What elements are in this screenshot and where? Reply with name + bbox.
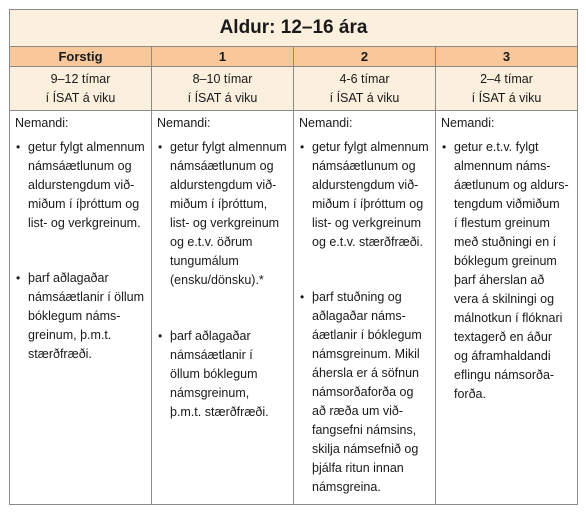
text-line: málnotkun í flóknari: [454, 311, 563, 325]
text-line: fangsefni námsins,: [312, 423, 417, 437]
table-title: Aldur: 12–16 ára: [10, 10, 577, 47]
text-line: list- og verkgreinum: [312, 216, 422, 230]
hours-cell-3: [436, 67, 577, 110]
text-line: þarf áherslan að: [454, 273, 545, 287]
level-header-row: [10, 47, 577, 67]
bullet-item: [158, 138, 288, 290]
text-line: þarf aðlagaðar: [28, 271, 109, 285]
description-cell-forstig: [10, 111, 152, 504]
hours-cell-forstig: [10, 67, 152, 110]
text-line: almennum náms-: [454, 159, 551, 173]
text-line: áætlunum og aldurs-: [454, 178, 569, 192]
header-level-1: 1: [152, 47, 294, 66]
text-line: skilja námsefnið og: [312, 442, 419, 456]
text-line: eflingu námsorða-: [454, 368, 555, 382]
text-line: þarf stuðning og: [312, 290, 402, 304]
text-line: námsáætlanir í öllum: [28, 290, 145, 304]
text-line: þ.m.t. stærðfræði.: [170, 405, 269, 419]
bullet-item: [16, 269, 146, 364]
text-line: þarf aðlagaðar: [170, 329, 251, 343]
bullet-item: [300, 288, 430, 497]
text-line: námsáætlunum og: [170, 159, 274, 173]
level-table: [9, 9, 578, 505]
student-label: Nemandi:: [157, 116, 211, 130]
hours-amount: 2–4 tímar: [480, 71, 533, 86]
text-line: getur fylgt almennum: [170, 140, 287, 154]
text-line: og e.t.v. stærðfræði.: [312, 235, 423, 249]
hours-amount: 8–10 tímar: [192, 71, 253, 86]
hours-unit: í ÍSAT á viku: [187, 90, 258, 105]
description-cell-2: [294, 111, 436, 504]
description-row: [10, 111, 577, 504]
text-line: miðum í íþróttum og: [312, 197, 424, 211]
description-cell-3: [436, 111, 577, 504]
hours-row: [10, 67, 577, 111]
text-line: aldurstengdum við-: [170, 178, 277, 192]
hours-unit: í ÍSAT á viku: [471, 90, 542, 105]
text-line: þjálfa ritun innan: [312, 461, 404, 475]
student-label: Nemandi:: [15, 116, 69, 130]
student-label: Nemandi:: [299, 116, 353, 130]
hours-cell-2: [294, 67, 436, 110]
text-line: getur e.t.v. fylgt: [454, 140, 539, 154]
text-line: list- og verkgreinum.: [28, 216, 141, 230]
hours-unit: í ÍSAT á viku: [45, 90, 116, 105]
text-line: í flestum greinum: [454, 216, 550, 230]
text-line: að ræða um við-: [312, 404, 404, 418]
text-line: tungumálum: [170, 254, 239, 268]
text-line: tengdum viðmiðum: [454, 197, 560, 211]
bullet-dot-icon: •: [16, 140, 21, 154]
text-line: áætlanir í bóklegum: [312, 328, 422, 342]
bullet-item: [16, 138, 146, 233]
text-line: list- og verkgreinum: [170, 216, 280, 230]
text-line: forða.: [454, 387, 486, 401]
text-line: bóklegum greinum: [454, 254, 557, 268]
text-line: miðum í íþróttum,: [170, 197, 268, 211]
text-line: námsáætlanir í: [170, 348, 253, 362]
text-line: greinum, þ.m.t.: [28, 328, 112, 342]
text-line: og e.t.v. öðrum: [170, 235, 253, 249]
header-level-3: 3: [502, 49, 511, 64]
hours-amount: 9–12 tímar: [50, 71, 111, 86]
text-line: námsáætlunum og: [28, 159, 132, 173]
text-line: áhersla er á söfnun: [312, 366, 420, 380]
text-line: öllum bóklegum: [170, 367, 258, 381]
description-cell-1: [152, 111, 294, 504]
bullet-item: [442, 138, 572, 404]
bullet-dot-icon: •: [16, 271, 21, 285]
header-forstig: Forstig: [10, 47, 152, 66]
text-line: námsgreina.: [312, 480, 381, 494]
text-line: aldurstengdum við-: [28, 178, 135, 192]
hours-unit: í ÍSAT á viku: [329, 90, 400, 105]
hours-cell-1: [152, 67, 294, 110]
bullet-dot-icon: •: [158, 329, 163, 343]
text-line: námsorðaforða og: [312, 385, 414, 399]
text-line: miðum í íþróttum og: [28, 197, 140, 211]
text-line: aðlagaðar náms-: [312, 309, 406, 323]
text-line: (ensku/dönsku).*: [170, 273, 264, 287]
text-line: með stuðningi en í: [454, 235, 557, 249]
bullet-dot-icon: •: [442, 140, 447, 154]
text-line: aldurstengdum við-: [312, 178, 419, 192]
text-line: námsáætlunum og: [312, 159, 416, 173]
bullet-item: [158, 327, 288, 422]
text-line: textagerð en áður: [454, 330, 552, 344]
bullet-item: [300, 138, 430, 252]
text-line: og áframhaldandi: [454, 349, 551, 363]
text-line: vera á skilningi og: [454, 292, 555, 306]
student-label: Nemandi:: [441, 116, 495, 130]
text-line: námsgreinum. Mikil: [312, 347, 420, 361]
text-line: getur fylgt almennum: [312, 140, 429, 154]
text-line: bóklegum náms-: [28, 309, 121, 323]
hours-amount: 4-6 tímar: [339, 71, 390, 86]
bullet-dot-icon: •: [158, 140, 163, 154]
bullet-dot-icon: •: [300, 140, 305, 154]
header-level-2: 2: [294, 47, 436, 66]
bullet-dot-icon: •: [300, 290, 305, 304]
text-line: stærðfræði.: [28, 347, 92, 361]
text-line: getur fylgt almennum: [28, 140, 145, 154]
text-line: námsgreinum,: [170, 386, 250, 400]
